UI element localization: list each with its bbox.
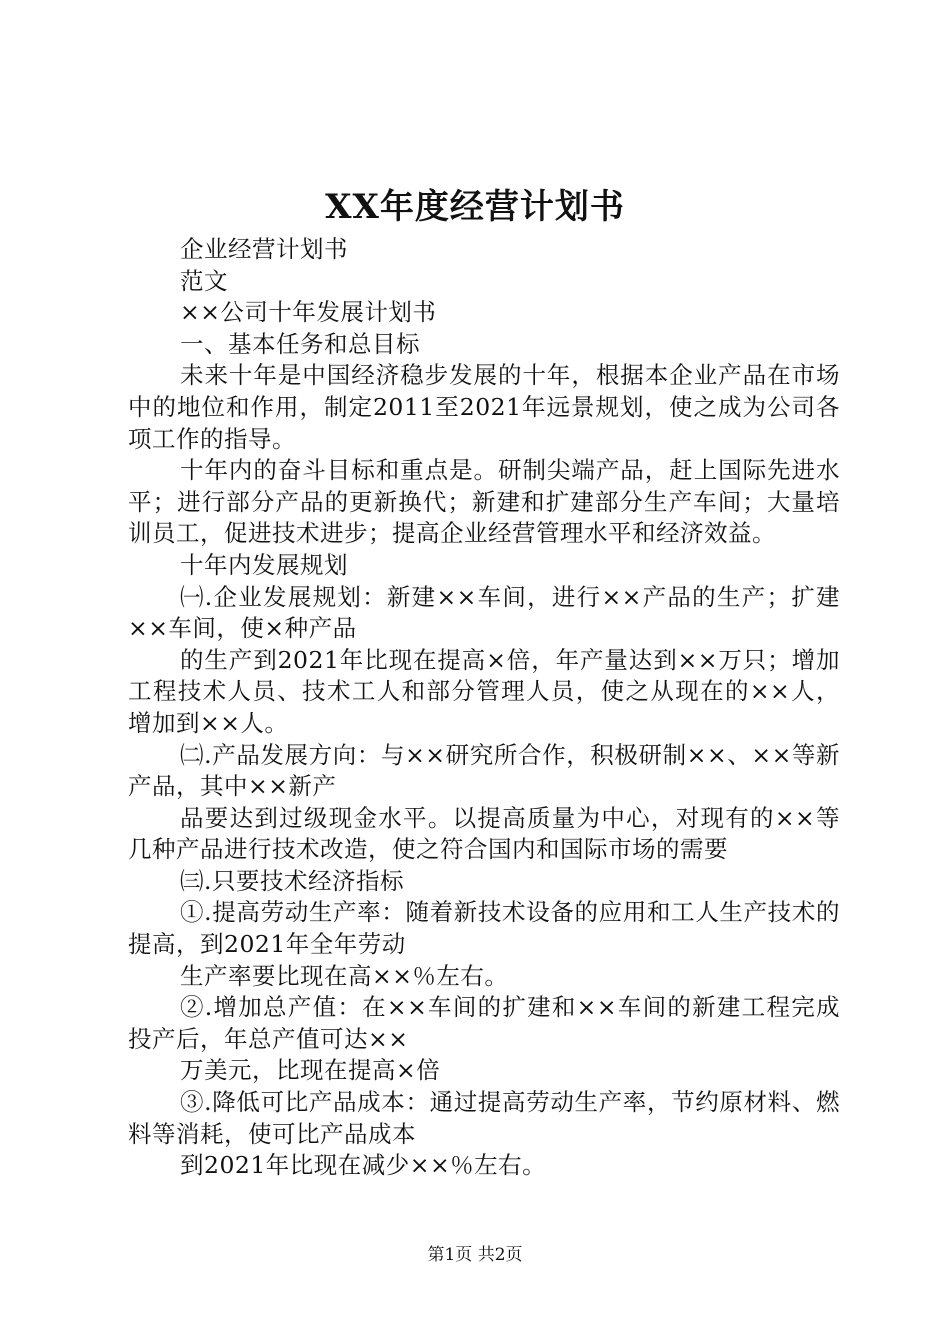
document-body bbox=[128, 234, 840, 1182]
paragraph: 企业经营计划书 bbox=[180, 235, 348, 263]
paragraph: 到2021年比现在减少××％左右。 bbox=[180, 1151, 547, 1180]
paragraph: ①.提高劳动生产率：随着新技术设备的应用和工人生产技术的提高，到2021年全年劳动 bbox=[128, 898, 840, 959]
paragraph: 生产率要比现在高××％左右。 bbox=[180, 961, 509, 990]
page-footer: 第1页 共2页 bbox=[427, 1245, 523, 1265]
paragraph: ㈢.只要技术经济指标 bbox=[180, 866, 404, 895]
paragraph: 品要达到过级现金水平。以提高质量为中心，对现有的××等几种产品进行技术改造，使之符合国内和国际市场的需要 bbox=[128, 803, 840, 864]
paragraph: 一、基本任务和总目标 bbox=[180, 329, 420, 358]
paragraph: ㈠.企业发展规划：新建××车间，进行××产品的生产；扩建××车间，使×种产品 bbox=[128, 582, 840, 643]
paragraph: ③.降低可比产品成本：通过提高劳动生产率，节约原材料、燃料等消耗，使可比产品成本 bbox=[128, 1088, 840, 1148]
paragraph: 十年内的奋斗目标和重点是。研制尖端产品，赶上国际先进水平；进行部分产品的更新换代；新建和扩建部分生产车间；大量培训员工，促进技术进步；提高企业经营管理水平和经济效益。 bbox=[128, 456, 840, 548]
paragraph: 范文 bbox=[180, 266, 228, 295]
paragraph: 十年内发展规划 bbox=[180, 550, 348, 579]
paragraph: 万美元，比现在提高×倍 bbox=[180, 1056, 441, 1085]
paragraph: 的生产到2021年比现在提高×倍，年产量达到××万只；增加工程技术人员、技术工人和部分管理人员，使之从现在的××人，增加到××人。 bbox=[128, 645, 840, 737]
document-title: XX年度经营计划书 bbox=[325, 187, 625, 227]
paragraph: ××公司十年发展计划书 bbox=[180, 298, 437, 327]
paragraph: 未来十年是中国经济稳步发展的十年，根据本企业产品在市场中的地位和作用，制定2011至2021年远景规划，使之成为公司各项工作的指导。 bbox=[128, 361, 840, 453]
paragraph: ②.增加总产值：在××车间的扩建和××车间的新建工程完成投产后，年总产值可达×× bbox=[128, 993, 840, 1053]
paragraph: ㈡.产品发展方向：与××研究所合作，积极研制××、××等新产品，其中××新产 bbox=[128, 740, 840, 801]
